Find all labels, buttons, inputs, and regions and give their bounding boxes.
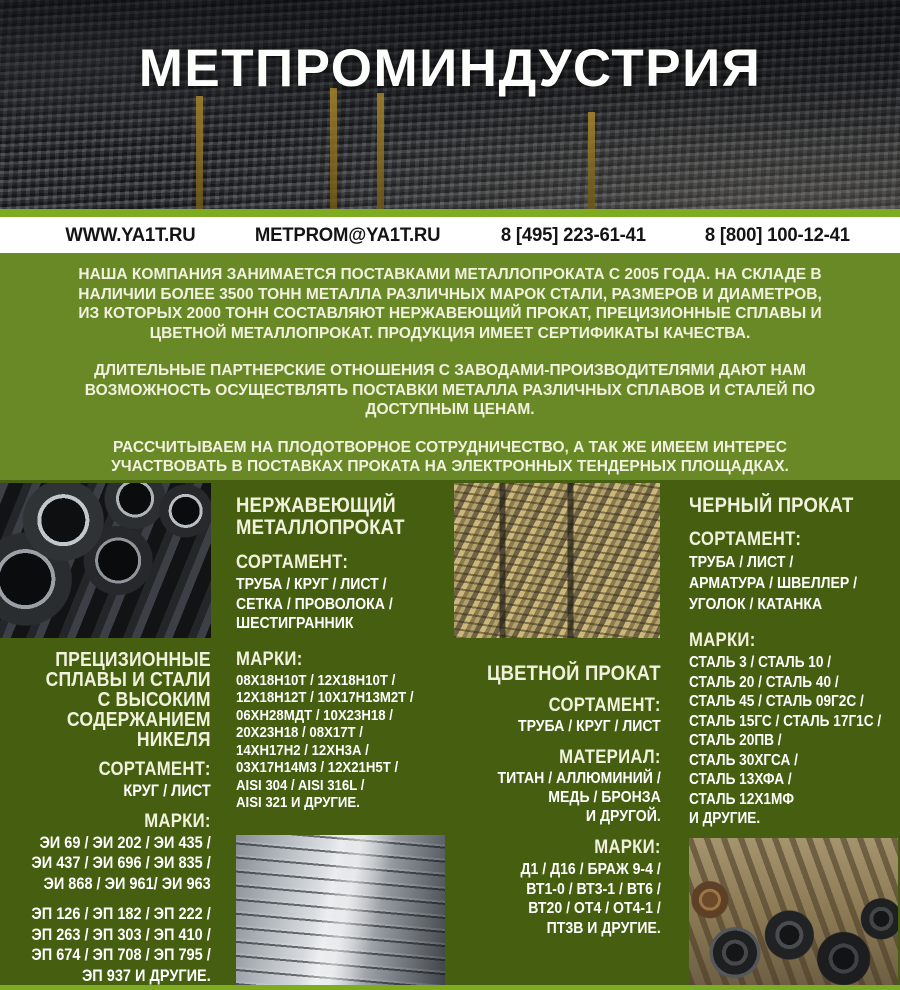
green-divider-top <box>0 209 900 217</box>
product-title: ЦВЕТНОЙ ПРОКАТ <box>486 662 661 685</box>
product-title: ЧЕРНЫЙ ПРОКАТ <box>689 494 854 517</box>
phone-moscow-text: 8 [495] 223-61-41 <box>500 223 646 246</box>
marks-label: МАРКИ: <box>593 837 661 858</box>
product-precision-alloys <box>0 483 220 985</box>
sortament-label: СОРТАМЕНТ: <box>98 759 211 780</box>
sortament-label: СОРТАМЕНТ: <box>689 529 802 550</box>
marks-label: МАРКИ: <box>689 630 756 651</box>
company-title: МЕТПРОМИНДУСТРИЯ <box>138 39 762 98</box>
product-ferrous <box>680 483 900 985</box>
marks-list-ep: ЭП 126 / ЭП 182 / ЭП 222 / ЭП 263 / ЭП 303 / ЭП 410 / ЭП 674 / ЭП 708 / ЭП 795 / ЭП 937 И ДРУГИЕ. <box>31 905 211 985</box>
wire-coils-photo <box>689 838 898 985</box>
green-divider-bottom <box>0 985 900 990</box>
warehouse-hero-photo <box>0 0 900 209</box>
product-title: ПРЕЦИЗИОННЫЕ СПЛАВЫ И СТАЛИ С ВЫСОКИМ СОДЕРЖАНИЕМ НИКЕЛЯ <box>45 649 211 751</box>
phone-tollfree-text: 8 [800] 100-12-41 <box>705 223 851 246</box>
marks-list: Д1 / Д16 / БРАЖ 9-4 / ВТ1-0 / ВТ3-1 / ВТ6 / ВТ20 / ОТ4 / ОТ4-1 / ПТ3В И ДРУГИЕ. <box>519 861 661 937</box>
marks-list-ei: ЭИ 69 / ЭИ 202 / ЭИ 435 / ЭИ 437 / ЭИ 696 / ЭИ 835 / ЭИ 868 / ЭИ 961/ ЭИ 963 <box>31 833 211 893</box>
hero-rack-post <box>588 112 595 209</box>
product-nonferrous <box>454 483 674 985</box>
material-list: ТИТАН / АЛЛЮМИНИЙ / МЕДЬ / БРОНЗА И ДРУГОЙ. <box>497 770 661 825</box>
hero-rack-post <box>196 96 203 209</box>
sortament-list: ТРУБА / КРУГ / ЛИСТ / СЕТКА / ПРОВОЛОКА / ШЕСТИГРАННИК <box>235 576 393 632</box>
brass-rods-photo <box>454 483 661 638</box>
intro-paragraph-1: НАША КОМПАНИЯ ЗАНИМАЕТСЯ ПОСТАВКАМИ МЕТАЛЛОПРОКАТА С 2005 ГОДА. НА СКЛАДЕ В НАЛИЧИИ БОЛЕЕ 3500 ТОНН МЕТАЛЛА РАЗЛИЧНЫХ МАРОК СТАЛИ, РАЗМЕРОВ И ДИАМЕТРОВ, ИЗ КОТОРЫХ 2000 ТОНН СОСТАВЛЯЮТ НЕРЖАВЕЮЩИЙ ПРОКАТ, ПРЕЦИЗИОННЫЕ СПЛАВЫ И ЦВЕТНОЙ МЕТАЛЛОПРОКАТ. ПРОДУКЦИЯ ИМЕЕТ СЕРТИФИКАТЫ КАЧЕСТВА. <box>78 266 822 342</box>
intro-band <box>0 253 900 480</box>
product-title: НЕРЖАВЕЮЩИЙ МЕТАЛЛОПРОКАТ <box>235 494 405 539</box>
hero-rack-post <box>330 88 337 209</box>
email-text: METPROM@YA1T.RU <box>255 223 441 246</box>
steel-sheets-photo <box>236 835 445 985</box>
intro-paragraph-2: ДЛИТЕЛЬНЫЕ ПАРТНЕРСКИЕ ОТНОШЕНИЯ С ЗАВОДАМИ-ПРОИЗВОДИТЕЛЯМИ ДАЮТ НАМ ВОЗМОЖНОСТЬ ОСУЩЕСТВЛЯТЬ ПОСТАВКИ МЕТАЛЛА РАЗЛИЧНЫХ СПЛАВОВ И СТАЛЕЙ ПО ДОСТУПНЫМ ЦЕНАМ. <box>84 362 816 418</box>
sortament-list: ТРУБА / ЛИСТ / АРМАТУРА / ШВЕЛЛЕР / УГОЛОК / КАТАНКА <box>689 554 858 613</box>
sortament-value: КРУГ / ЛИСТ <box>123 782 211 800</box>
material-label: МАТЕРИАЛ: <box>558 747 661 768</box>
marks-label: МАРКИ: <box>144 810 211 832</box>
products-grid <box>0 480 900 985</box>
intro-paragraph-3: РАССЧИТЫВАЕМ НА ПЛОДОТВОРНОЕ СОТРУДНИЧЕСТВО, А ТАК ЖЕ ИМЕЕМ ИНТЕРЕС УЧАСТВОВАТЬ В ПОСТАВКАХ ПРОКАТА НА ЭЛЕКТРОННЫХ ТЕНДЕРНЫХ ПЛОЩАДКАХ. <box>111 438 789 475</box>
hero-rack-post <box>377 93 384 209</box>
marks-list: СТАЛЬ 3 / СТАЛЬ 10 / СТАЛЬ 20 / СТАЛЬ 40 / СТАЛЬ 45 / СТАЛЬ 09Г2С / СТАЛЬ 15ГС / СТАЛЬ 17Г1С / СТАЛЬ 20ПВ / СТАЛЬ 30ХГСА / СТАЛЬ 13ХФА / СТАЛЬ 12Х1МФ И ДРУГИЕ. <box>689 654 882 827</box>
sortament-label: СОРТАМЕНТ: <box>235 552 348 573</box>
sortament-value: ТРУБА / КРУГ / ЛИСТ <box>517 718 661 735</box>
marks-label: МАРКИ: <box>235 648 303 670</box>
product-stainless <box>227 483 447 985</box>
steel-pipes-photo <box>0 483 211 638</box>
sortament-label: СОРТАМЕНТ: <box>548 695 661 716</box>
marks-list: 08Х18Н10Т / 12Х18Н10Т / 12Х18Н12Т / 10Х17Н13М2Т / 06ХН28МДТ / 10Х23Н18 / 20Х23Н18 / 08Х17Т / 14ХН17Н2 / 12ХН3А / 03Х17Н14М3 / 12Х21Н5Т / AISI 304 / AISI 316L / AISI 321 И ДРУГИЕ. <box>235 671 414 811</box>
website-text: WWW.YA1T.RU <box>65 223 196 246</box>
contact-bar <box>0 217 900 253</box>
